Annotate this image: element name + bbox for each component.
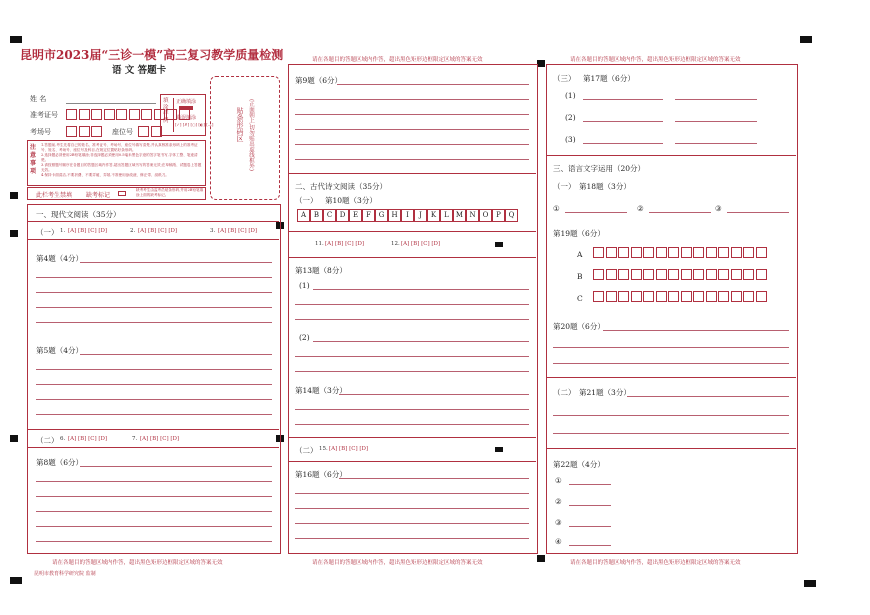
letter-box[interactable]: E (349, 209, 362, 222)
notice-line: 1.答题前,考生先将自己的姓名、准考证号、考场号、座位号填写清楚,并认真核准条形码上的准考证号、姓名、考场号、座位号及科目,在规定位置贴好条形码。 (41, 143, 198, 152)
q19-cells-a[interactable] (593, 247, 768, 258)
q17-sub3: (3) (565, 135, 576, 144)
q10-label: 第10题（3分） (325, 196, 377, 205)
q17-sub2: (2) (565, 113, 576, 122)
registration-mark (537, 555, 545, 562)
q15-number: 15. (319, 446, 328, 452)
q15-options[interactable]: [A] [B] [C] [D] (329, 446, 369, 452)
q13-sub2: (2) (299, 333, 310, 342)
letter-box[interactable]: K (427, 209, 440, 222)
absent-note: 缺考考生由监考员贴条形码,并用2B铅笔填涂上面的缺考标记。 (136, 188, 204, 197)
part1-label: （一） (295, 196, 318, 205)
section1-title: 一、现代文阅读（35分） (36, 210, 121, 219)
wrong-fill-label: 错误填涂 (176, 115, 197, 121)
absent-checkbox[interactable] (118, 191, 126, 196)
part1-label: （一） (36, 228, 59, 237)
registration-mark (537, 60, 545, 67)
column3-panel (546, 64, 798, 554)
col2-top-notice: 请在各题目的答题区域内作答，超出黑色矩形边框限定区域的答案无效 (312, 57, 483, 63)
letter-box[interactable]: N (466, 209, 479, 222)
q5-label: 第5题（4分） (36, 346, 84, 355)
notice-line: 2.选择题必须使用2B铅笔填涂;非选择题必须使用0.5毫米黑色字迹的签字笔书写,字体工整、笔迹清楚。 (41, 153, 198, 162)
q6-number: 6. (60, 436, 66, 442)
part2-label: （二） (295, 446, 318, 455)
part1-label: （一） (553, 182, 576, 191)
part3-label: （三） (553, 74, 576, 83)
notice-label: 注意事项 (30, 144, 37, 175)
registration-mark (495, 242, 503, 247)
registration-mark (10, 230, 18, 237)
q22-label: 第22题（4分） (553, 460, 605, 469)
footer-text: 昆明市教育科学研究院 监制 (34, 571, 96, 577)
column1-panel (27, 204, 281, 554)
q10-letter-grid (297, 209, 518, 222)
q8-label: 第8题（6分） (36, 458, 84, 467)
letter-box[interactable]: F (362, 209, 375, 222)
registration-mark (10, 192, 18, 199)
notice-line: 4.保持卡面清洁,不要折叠、不要弄破、弄皱,不准使用涂改液、修正带、刮纸刀。 (41, 173, 169, 177)
q14-label: 第14题（3分） (295, 386, 347, 395)
registration-mark (10, 435, 18, 442)
col3-top-notice: 请在各题目的答题区域内作答，超出黑色矩形边框限定区域的答案无效 (570, 57, 741, 63)
barcode-title: 贴条形码区 (236, 107, 244, 142)
q17-sub1: (1) (565, 91, 576, 100)
q7-options[interactable]: [A] [B] [C] [D] (140, 436, 180, 442)
correct-fill-label: 正确填涂 (176, 99, 197, 105)
q22-d2: ② (555, 497, 562, 506)
room-label: 考场号 (30, 128, 51, 136)
q18-label: 第18题（3分） (579, 182, 631, 191)
q19-row-b: B (577, 272, 583, 281)
barcode-note: (正面朝上,切勿贴出虚线框外) (248, 99, 254, 172)
ticket-label: 准考证号 (30, 111, 58, 119)
correct-fill-sample (179, 106, 193, 110)
letter-box[interactable]: A (297, 209, 310, 222)
letter-box[interactable]: C (323, 209, 336, 222)
q12-number: 12. (391, 241, 400, 247)
q22-d3: ③ (555, 518, 562, 527)
section2-title: 二、古代诗文阅读（35分） (295, 182, 388, 191)
name-label: 姓 名 (30, 95, 47, 103)
q18-c1: ① (553, 204, 560, 213)
q20-label: 第20题（6分） (553, 322, 605, 331)
letter-box[interactable]: J (414, 209, 427, 222)
column2-panel (288, 64, 538, 554)
letter-box[interactable]: P (492, 209, 505, 222)
q7-number: 7. (132, 436, 138, 442)
q19-cells-c[interactable] (593, 291, 768, 302)
q21-label: 第21题（3分） (579, 388, 631, 397)
exam-title: 昆明市2023届“三诊一模”高三复习教学质量检测 (20, 48, 284, 62)
col2-bottom-notice: 请在各题目的答题区域内作答，超出黑色矩形边框限定区域的答案无效 (312, 560, 483, 566)
q9-label: 第9题（6分） (295, 76, 343, 85)
q3-options[interactable]: [A] [B] [C] [D] (218, 228, 258, 234)
q13-label: 第13题（8分） (295, 266, 347, 275)
q19-row-a: A (577, 250, 583, 259)
registration-mark (804, 580, 816, 587)
fill-sample-box (160, 94, 214, 136)
q3-number: 3. (210, 228, 216, 234)
notice-text (41, 143, 203, 178)
letter-box[interactable]: O (479, 209, 492, 222)
q19-row-c: C (577, 294, 583, 303)
registration-mark (10, 36, 22, 43)
q1-number: 1. (60, 228, 66, 234)
q2-options[interactable]: [A] [B] [C] [D] (138, 228, 178, 234)
wrong-fill-samples: [✓] [✗] [○] [◐] [—] (175, 122, 214, 127)
absent-row (27, 187, 206, 200)
q22-d1: ① (555, 476, 562, 485)
notice-box (27, 140, 206, 186)
q22-d4: ④ (555, 537, 562, 546)
exam-subtitle: 语 文 答题卡 (112, 65, 167, 76)
q17-label: 第17题（6分） (583, 74, 635, 83)
fill-sample-label: 填涂样例 (163, 98, 169, 124)
q2-number: 2. (130, 228, 136, 234)
letter-box[interactable]: D (336, 209, 349, 222)
q19-label: 第19题（6分） (553, 229, 605, 238)
q4-label: 第4题（4分） (36, 254, 84, 263)
letter-box[interactable]: G (375, 209, 388, 222)
letter-box[interactable]: H (388, 209, 401, 222)
q1-options[interactable]: [A] [B] [C] [D] (68, 228, 108, 234)
letter-box[interactable]: B (310, 209, 323, 222)
q18-c3: ③ (715, 204, 722, 213)
letter-box[interactable]: M (453, 209, 466, 222)
section3-title: 三、语言文字运用（20分） (553, 164, 646, 173)
col1-bottom-notice: 请在各题目的答题区域内作答，超出黑色矩形边框限定区域的答案无效 (52, 560, 223, 566)
registration-mark (495, 447, 503, 452)
q11-number: 11. (315, 241, 324, 247)
letter-box[interactable]: I (401, 209, 414, 222)
letter-box[interactable]: Q (505, 209, 518, 222)
part2-label: （二） (553, 388, 576, 397)
notice-line: 3.请按照题号顺序在各题目的答题区域内作答,超出答题区域书写的答案无效;在草稿纸、试题卷上答题无效。 (41, 163, 202, 172)
name-field[interactable] (66, 103, 156, 104)
absent-mark-label: 缺考标记 (86, 192, 111, 199)
absent-forbidden-label: 此栏考生禁填 (36, 192, 73, 199)
q6-options[interactable]: [A] [B] [C] [D] (68, 436, 108, 442)
q12-options[interactable]: [A] [B] [C] [D] (401, 241, 441, 247)
seat-label: 座位号 (112, 128, 133, 136)
q19-cells-b[interactable] (593, 269, 768, 280)
registration-mark (10, 577, 22, 584)
barcode-area (210, 76, 280, 200)
q16-label: 第16题（6分） (295, 470, 347, 479)
part2-label: （二） (36, 436, 59, 445)
room-number-boxes[interactable] (66, 126, 104, 137)
q11-options[interactable]: [A] [B] [C] [D] (325, 241, 365, 247)
fill-sample-divider (173, 98, 174, 132)
col3-bottom-notice: 请在各题目的答题区域内作答，超出黑色矩形边框限定区域的答案无效 (570, 560, 741, 566)
letter-box[interactable]: L (440, 209, 453, 222)
q13-sub1: (1) (299, 281, 310, 290)
q18-c2: ② (637, 204, 644, 213)
registration-mark (800, 36, 812, 43)
